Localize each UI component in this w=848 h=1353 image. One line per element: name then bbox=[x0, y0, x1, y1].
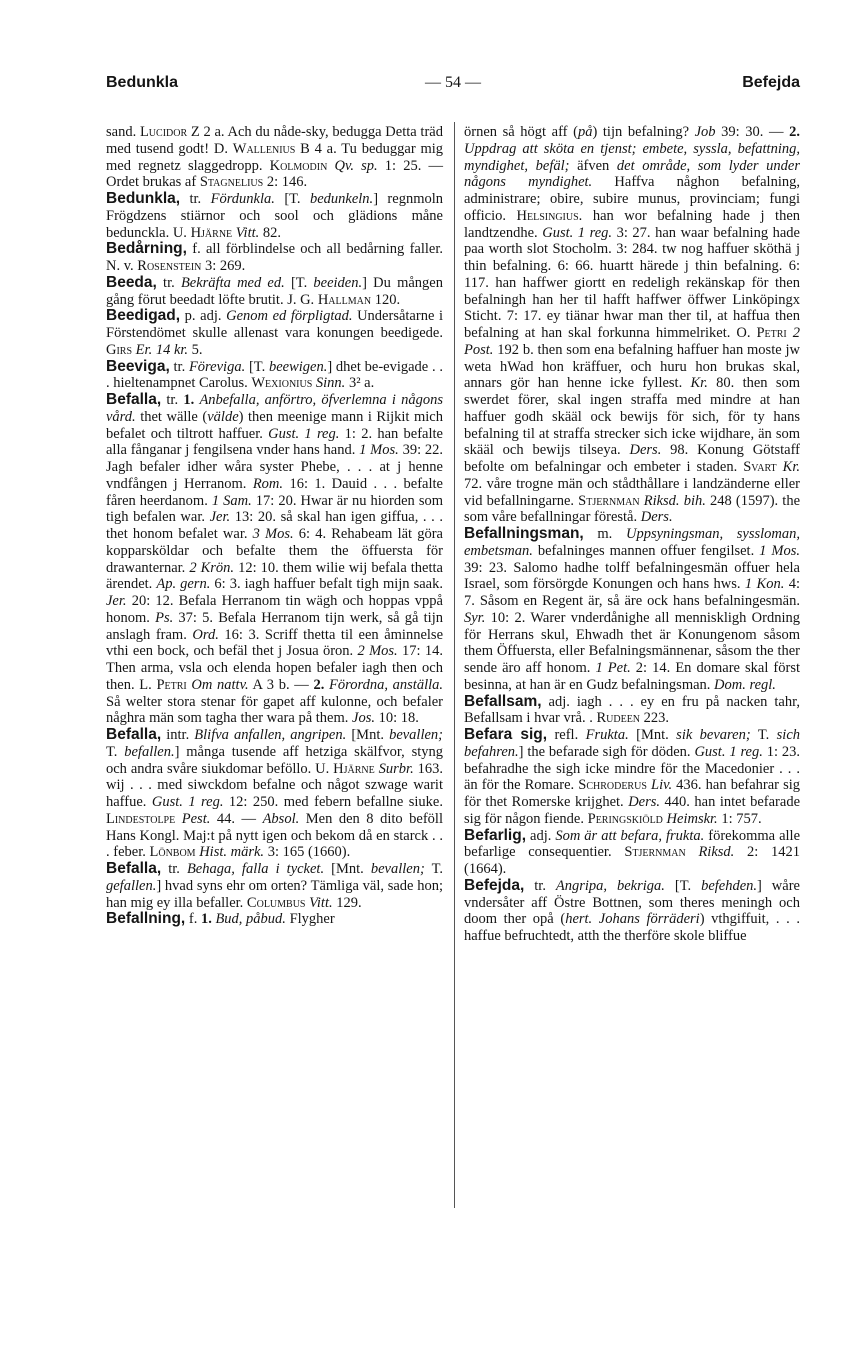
entry-text: [Mnt. bbox=[628, 727, 677, 743]
page-number: — 54 — bbox=[425, 74, 481, 91]
entry-text: sand. bbox=[106, 124, 140, 140]
italic-text: Kr. bbox=[782, 459, 800, 475]
entry-text: 17: 20. Hwar är nu hiorden som tigh befalen war. bbox=[106, 492, 443, 526]
header-left-guideword: Bedunkla bbox=[106, 74, 179, 91]
italic-text: 3 Mos. bbox=[252, 526, 294, 542]
entry-text: 39: 22. Jagh befaler idher wåra syster Phebe, . . . at j henne vndfången j Herranom. bbox=[106, 442, 443, 492]
sense-number: 1. bbox=[183, 392, 195, 408]
entry-text: 2: 1421 (1664). bbox=[464, 844, 800, 877]
dictionary-entry bbox=[106, 308, 443, 358]
italic-text: 2 Post. bbox=[464, 325, 801, 358]
italic-text: Bekräfta med ed. bbox=[180, 274, 285, 291]
italic-text: Angripa, bekriga. bbox=[555, 877, 665, 894]
italic-text: Heimskr. bbox=[666, 810, 718, 827]
italic-text: 1 Mos. bbox=[359, 442, 399, 459]
entry-text: 192 b. then som ena befalning haffuer han moste jw weta hWad hon kräffuer, och huru hon brukas skal, annars gör han henne icke fyllest. bbox=[464, 341, 800, 392]
author-name: Columbus bbox=[246, 894, 306, 911]
author-name: Petri bbox=[156, 676, 187, 693]
right-column bbox=[464, 124, 800, 945]
author-name: Hjärne bbox=[333, 760, 375, 777]
dictionary-entry bbox=[106, 359, 443, 393]
italic-text: Riksd. bih. bbox=[643, 492, 706, 509]
entry-text: adj. bbox=[526, 827, 556, 844]
italic-text: bevallen; bbox=[389, 727, 444, 743]
entry-text: T. bbox=[750, 727, 777, 743]
author-name: Girs bbox=[106, 341, 133, 358]
entry-text: [T. bbox=[274, 191, 310, 207]
italic-text: Vitt. bbox=[309, 894, 333, 911]
dictionary-entry bbox=[106, 727, 443, 861]
italic-text: Som är att befara, frukta. bbox=[555, 827, 705, 844]
dictionary-entry bbox=[106, 861, 443, 911]
italic-text: det område, som lyder under någons myndighet. bbox=[464, 157, 800, 191]
dictionary-entry bbox=[464, 828, 800, 878]
entry-text: Z 2 a. Ach du nåde-sky, bedugga Detta träd med tusend godt! D. bbox=[106, 124, 443, 157]
entry-text: 3: 165 (1660). bbox=[264, 844, 351, 861]
entry-text: 98. Konung Götstaff befolte om befalningar och embeter i staden. bbox=[464, 442, 800, 475]
entry-text: [Mnt. bbox=[324, 861, 371, 877]
entry-text: 80. then som swerdet förer, skal ingen straffa med mindre at han haffuer godh skääl ock bewijs för sich, för ty hans befalning til at straffa strecker sich icke wijdhare, än som skääl och bewijs tilseya. bbox=[464, 375, 801, 459]
entry-text: 3² a. bbox=[345, 375, 375, 392]
italic-text: 1 Pet. bbox=[595, 660, 631, 676]
dictionary-entry bbox=[106, 275, 443, 309]
italic-text: Ap. gern. bbox=[156, 576, 211, 593]
entry-text: 12: 250. med febern befallne siuke. bbox=[223, 794, 443, 810]
headword: Befalla, bbox=[106, 860, 162, 877]
entry-text: ) then meenige mann i Rijkit mich befalet och tiltrott haffuer. bbox=[106, 408, 443, 442]
dictionary-entry bbox=[106, 392, 443, 727]
headword: Beeviga, bbox=[106, 357, 170, 375]
entry-text: 129. bbox=[332, 894, 362, 911]
entry-text: 37: 5. Befala Herranom tijn werk, så gå tijn anslagh fram. bbox=[106, 609, 443, 643]
entry-text: adj. iagh . . . ey en fru på nacken tahr, Befallsam i hvar vrå. . bbox=[464, 693, 800, 727]
entry-text: 1: 2. han befalte alla fånganar j fengilsena vnder hans hand. bbox=[106, 425, 443, 459]
italic-text: sik bevaren; bbox=[676, 727, 751, 743]
entry-text: Men den 8 dito beföll Hans Kongl. Maj:t på nytt igen och bekom då en starck . . . feber. bbox=[106, 810, 443, 861]
entry-text: 6: 3. iagh haffuer befalt tigh mijn saak. bbox=[210, 576, 443, 593]
dictionary-entry bbox=[464, 727, 800, 828]
entry-text: Flygher bbox=[285, 911, 335, 928]
entry-text: 20: 12. Befala Herranom tin wägh och hoppas vppå honom. bbox=[106, 593, 443, 626]
italic-text: gefallen. bbox=[106, 877, 157, 894]
author-name: Lucidor bbox=[139, 124, 188, 140]
entry-text: 44. — bbox=[210, 810, 263, 827]
entry-text: Undersåtarne i Förstendömet skulle allenast vara konungen beedigede. bbox=[106, 308, 443, 341]
entry-text: f. all förblindelse och all bedårning faller. N. v. bbox=[106, 241, 443, 274]
italic-text: Kr. bbox=[690, 375, 708, 392]
dictionary-entry bbox=[464, 878, 800, 945]
entry-text: thet wälle ( bbox=[135, 408, 208, 425]
entry-text: refl. bbox=[547, 727, 586, 743]
entry-text: 6: 4. Rehabeam lät göra kopparsköldar och befalte them the öffuersta för drawanternar. bbox=[106, 526, 443, 576]
entry-text: ] dhet be-evigade . . . hieltenampnet Carolus. bbox=[106, 358, 443, 392]
entry-text: 10: 18. bbox=[374, 710, 419, 727]
column-divider bbox=[454, 122, 455, 1208]
italic-text: Syr. bbox=[464, 609, 486, 626]
author-name: Rosenstein bbox=[137, 258, 202, 274]
author-name: Stagnelius bbox=[199, 174, 264, 191]
author-name: Hjärne bbox=[190, 224, 233, 241]
entry-text: ) vthgiffuit, . . . haffue befruchtedt, atth the therföre skole bliffue bbox=[464, 911, 801, 944]
entry-text: 3: 27. han waar befalning hade paa worth slot Stocholm. 3: 284. tw nog haffuer sköthä j thin befalning. 6: 66. huartt härede j thin befalning. 6: 117. han haffwer giortt en redeligh rekänskap för then befalningh han her til hafft haffwer öffwer Linköpingx Sticht. 7: 17. ey tiänar hwar man ther til, at haffua then befalning at han skal forkunna himmelriket. O. bbox=[464, 224, 800, 341]
entry-text: 3: 269. bbox=[201, 258, 246, 274]
entry-text: p. adj. bbox=[180, 308, 227, 325]
entry-text: 82. bbox=[259, 224, 282, 241]
entry-text: 39: 23. Salomo hadhe tolff befalningesmän offuer hela Israel, som försörgde Konungen och hans hws. bbox=[464, 559, 800, 593]
entry-text: örnen så högt aff ( bbox=[464, 124, 578, 140]
italic-text: 2 Krön. bbox=[189, 559, 235, 576]
entry-text: 2: 146. bbox=[263, 174, 308, 191]
sense-number: 1. bbox=[200, 911, 212, 928]
dictionary-entry bbox=[106, 241, 443, 275]
entry-text: [T. bbox=[664, 877, 702, 894]
italic-text: Jer. bbox=[209, 509, 231, 526]
entry-text: [T. bbox=[284, 274, 314, 291]
entry-text: Så welter stora stenar för gapet aff kulonne, och befaler någhra män som tagha ther wara på them. bbox=[106, 693, 443, 727]
headword: Befalla, bbox=[106, 391, 162, 408]
italic-text: Ders. bbox=[629, 442, 662, 459]
italic-text: Qv. sp. bbox=[334, 157, 378, 174]
headword: Befejda, bbox=[464, 876, 525, 894]
italic-text: Ord. bbox=[192, 626, 219, 643]
entry-text: ] hvad syns ehr om orten? Tämliga väl, sade hon; han mig ey illa befaller. bbox=[106, 877, 443, 911]
author-name: Hallman bbox=[317, 291, 372, 308]
entry-text: intr. bbox=[161, 727, 195, 743]
italic-text: Förordna, anställa. bbox=[329, 676, 444, 693]
headword: Beedigad, bbox=[106, 307, 181, 325]
author-name: Svart bbox=[743, 459, 777, 475]
entry-text: tr. bbox=[161, 392, 184, 408]
italic-text: Ders. bbox=[640, 509, 673, 526]
italic-text: Bud, påbud. bbox=[215, 911, 286, 928]
dictionary-entry bbox=[464, 694, 800, 728]
entry-text: ) tijn befalning? bbox=[592, 124, 695, 140]
italic-text: Jer. bbox=[106, 593, 127, 609]
entry-text: ] the befarade sigh för döden. bbox=[518, 743, 695, 760]
italic-text: beeiden. bbox=[313, 274, 363, 291]
author-name: Lindestolpe bbox=[106, 810, 176, 827]
entry-text: ] många tusende aff hetziga skälfvor, styng och andra svåre siukdomar beföllo. U. bbox=[106, 743, 443, 777]
author-name: Wallenius bbox=[232, 140, 296, 157]
italic-text: Sinn. bbox=[315, 375, 346, 392]
italic-text: 2 Mos. bbox=[357, 643, 398, 660]
author-name: Stjernman bbox=[624, 844, 686, 861]
headword: Befarlig, bbox=[464, 826, 527, 844]
entry-text: [Mnt. bbox=[346, 727, 390, 743]
entry-text: f. bbox=[185, 911, 201, 928]
left-column bbox=[106, 124, 443, 928]
italic-text: Fördunkla. bbox=[210, 191, 275, 207]
entry-text: tr. bbox=[524, 877, 556, 894]
author-name: Kolmodin bbox=[269, 157, 328, 174]
entry-text: tr. bbox=[161, 861, 187, 877]
entry-text: . han wor befalning hade j then landtzendhe. bbox=[464, 207, 800, 241]
entry-text: 163. wij . . . med siwckdom befalne och något szwage warit haffue. bbox=[106, 760, 443, 810]
italic-text: sich befahren. bbox=[464, 727, 801, 760]
italic-text: Rom. bbox=[252, 475, 284, 492]
headword: Befara sig, bbox=[464, 726, 548, 743]
header-right-guideword: Befejda bbox=[742, 74, 800, 91]
entry-text: 223. bbox=[640, 710, 670, 727]
entry-text: B 4 a. Tu beduggar mig med regnetz slaggedropp. bbox=[106, 140, 444, 174]
entry-text: 4: 7. Såsom en Regent är, så äre ock hans befalningesmän. bbox=[464, 576, 801, 609]
italic-text: Surbr. bbox=[378, 760, 414, 777]
headword: Beeda, bbox=[106, 273, 157, 291]
italic-text: 1 Mos. bbox=[759, 542, 800, 559]
author-name: Stjernman bbox=[578, 492, 640, 509]
entry-text: Haffva någhon befalning, administrare; obire, subire munus, provinciam; fungi officio. bbox=[464, 174, 800, 224]
entry-text: befalninges mannen offuer fengilset. bbox=[532, 542, 760, 559]
author-name: Peringskiöld bbox=[587, 810, 663, 827]
entry-text: 2: 14. En domare skal först besinna, at han är en Gudz befalningsman. bbox=[464, 660, 800, 693]
italic-text: hert. Johans förräderi bbox=[565, 911, 700, 928]
entry-text: 13: 20. så skal han igen giffua, . . . thet honom befalet war. bbox=[106, 509, 443, 542]
italic-text: bevallen; bbox=[370, 861, 425, 877]
entry-text: ] Du mången gång förut beedadt löfte brutit. J. G. bbox=[106, 274, 443, 308]
dictionary-entry bbox=[464, 526, 800, 694]
italic-text: 1 Kon. bbox=[744, 576, 785, 593]
entry-text: m. bbox=[583, 526, 626, 542]
entry-text: 10: 2. Warer vnderdånighe all menniskligh Ordning för Herrans skul, Ehwadh thet är Konungenom såsom them Öffuersta, eller Befalningsmännenar, såsom the ther sende äro aff honom. bbox=[464, 609, 800, 676]
dictionary-entry bbox=[106, 124, 443, 191]
italic-text: Gust. 1 reg. bbox=[268, 425, 340, 442]
headword: Bedårning, bbox=[106, 240, 187, 258]
sense-number: 2. bbox=[789, 124, 801, 140]
italic-text: Jos. bbox=[352, 710, 375, 727]
entry-text: A 3 b. — bbox=[248, 676, 314, 693]
italic-text: Er. 14 kr. bbox=[135, 341, 189, 358]
entry-text: förekomma alle befarlige consequentier. bbox=[464, 827, 801, 861]
entry-text: 39: 30. — bbox=[715, 124, 790, 140]
author-name: Petri bbox=[756, 325, 787, 341]
italic-text: Absol. bbox=[262, 810, 300, 827]
italic-text: Föreviga. bbox=[188, 358, 246, 375]
entry-text: 72. våre trogne män och stådthållare i landzänderne eller vid befallningarne. bbox=[464, 475, 800, 509]
italic-text: beewigen. bbox=[268, 358, 328, 375]
author-name: Wexionius bbox=[251, 375, 313, 392]
italic-text: på bbox=[577, 124, 593, 140]
italic-text: Uppsyningsman, sysslоman, embetsman. bbox=[464, 526, 800, 559]
italic-text: Riksd. bbox=[698, 844, 735, 861]
headword: Bedunkla, bbox=[106, 190, 181, 207]
entry-text: tr. bbox=[156, 274, 181, 291]
italic-text: Liv. bbox=[651, 777, 673, 794]
italic-text: befallen. bbox=[124, 743, 175, 760]
entry-text: äfven bbox=[569, 157, 617, 174]
entry-text: T. bbox=[424, 861, 443, 877]
entry-text: 1: 23. befahradhe the sigh icke mindre för the Macedonier . . . än för the Romare. bbox=[464, 743, 800, 794]
entry-text: 436. han befahrar sig för thet Romerske krijghet. bbox=[464, 777, 801, 810]
entry-text: 1: 757. bbox=[717, 810, 762, 827]
italic-text: Genom ed förpligtad. bbox=[226, 308, 353, 325]
entry-text: 248 (1597). the som våre befallningar förestå. bbox=[464, 492, 801, 526]
page-header bbox=[106, 74, 800, 98]
italic-text: Frukta. bbox=[585, 727, 629, 743]
italic-text: Ders. bbox=[628, 794, 661, 810]
entry-text: tr. bbox=[180, 191, 211, 207]
entry-text: 17: 14. Then arma, vsla och elenda hopen befaler iagh then och then. L. bbox=[106, 643, 443, 693]
italic-text: Behaga, falla i tycket. bbox=[186, 861, 325, 877]
headword: Befalla, bbox=[106, 726, 162, 743]
italic-text: Gust. 1 reg. bbox=[542, 224, 613, 241]
author-name: Helsingius bbox=[516, 207, 579, 224]
italic-text: Om nattv. bbox=[191, 676, 249, 693]
headword: Befallning, bbox=[106, 910, 186, 928]
entry-text: 12: 10. them wilie wij befala thetta ärendet. bbox=[106, 559, 443, 593]
entry-text: 120. bbox=[371, 291, 401, 308]
italic-text: Job bbox=[694, 124, 716, 140]
entry-text: [T. bbox=[245, 358, 269, 375]
entry-text bbox=[686, 844, 699, 860]
italic-text: befehden. bbox=[701, 877, 758, 894]
entry-text: 5. bbox=[188, 341, 203, 358]
italic-text: Vitt. bbox=[235, 224, 260, 241]
sense-number: 2. bbox=[313, 676, 325, 693]
author-name: Schroderus bbox=[578, 777, 647, 794]
dictionary-entry bbox=[464, 124, 800, 526]
italic-text: Gust. 1 reg. bbox=[694, 743, 763, 760]
entry-text: 16: 1. Dauid . . . befalte fåren heerdanom. bbox=[106, 475, 443, 509]
italic-text: Dom. regl. bbox=[714, 676, 776, 693]
entry-text: ] regnmoln Frögdzens stiärnor och sool och glädions måne beduncklа. U. bbox=[106, 191, 443, 241]
entry-text: ] wåre vndersåter aff Östre Bottnen, som theres meningh och doom ther opå ( bbox=[464, 877, 800, 928]
italic-text: Blifva anfallen, angripen. bbox=[194, 727, 347, 743]
author-name: Lönbom bbox=[149, 844, 196, 861]
entry-text: 16: 3. Scriff thetta til een åminnelse vthi een bock, och befäl thet j Josua öron. bbox=[106, 626, 444, 660]
entry-text: 440. han intet befarade sig för någon fiende. bbox=[464, 794, 801, 827]
headword: Befallsam, bbox=[464, 692, 542, 710]
italic-text: Hist. märk. bbox=[199, 844, 265, 861]
italic-text: Uppdrag att sköta en tjenst; embete, syssla, befattning, myndighet, befäl; bbox=[464, 140, 800, 174]
headword: Befallningsman, bbox=[464, 525, 584, 542]
entry-text: T. bbox=[106, 743, 125, 760]
italic-text: 1 Sam. bbox=[211, 492, 252, 509]
italic-text: bedunkeln. bbox=[309, 191, 374, 207]
italic-text: Gust. 1 reg. bbox=[151, 794, 224, 810]
entry-text: 1: 25. — Ordet brukas af bbox=[106, 157, 444, 191]
italic-text: Ps. bbox=[155, 609, 174, 626]
italic-text: Anbefalla, anförtro, öfverlemna i någons vård. bbox=[106, 392, 443, 425]
dictionary-entry bbox=[106, 911, 443, 928]
entry-text: tr. bbox=[169, 358, 189, 375]
italic-text: välde bbox=[207, 408, 239, 425]
dictionary-entry bbox=[106, 191, 443, 241]
italic-text: Pest. bbox=[181, 810, 211, 827]
author-name: Rudeen bbox=[596, 710, 641, 727]
